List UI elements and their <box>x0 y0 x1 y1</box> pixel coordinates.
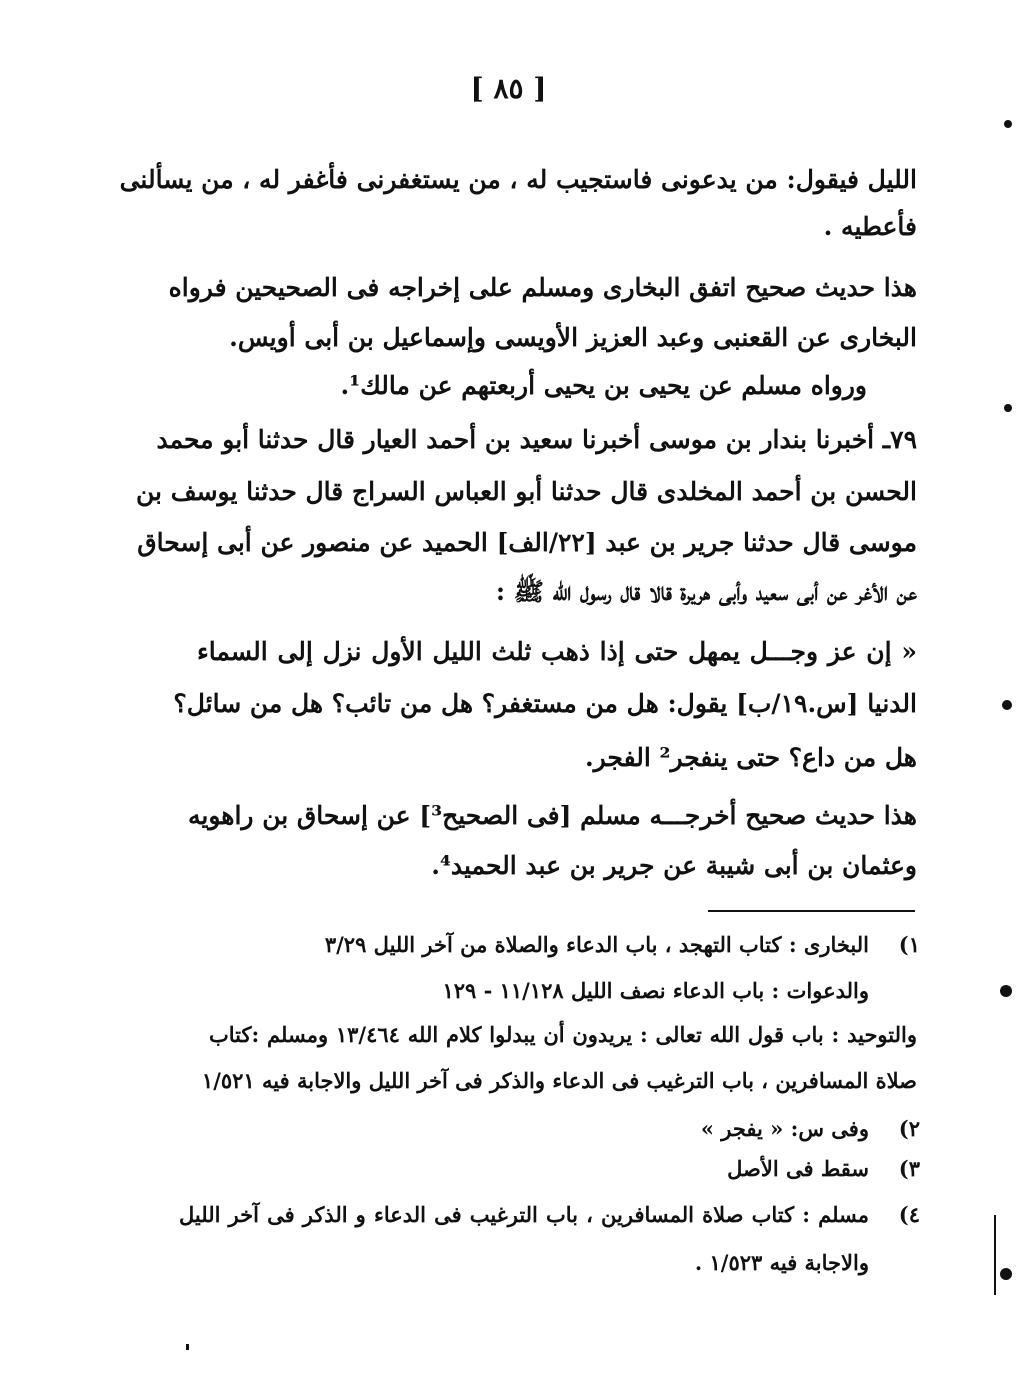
footnote-3-line-1: سقط فى الأصل <box>727 1156 869 1181</box>
body-line-6: ٧٩ـ أخبرنا بندار بن موسى أخبرنا سعيد بن أحمد العيار قال حدثنا أبو محمد <box>156 425 917 454</box>
footnote-1-line-4: صلاة المسافرين ، باب الترغيب فى الدعاء والذكر فى آخر الليل والاجابة فيه ١/٥٢١ <box>201 1068 917 1093</box>
footnote-2-line-1: وفى س: « يفجر » <box>700 1116 869 1141</box>
body-line-4: البخارى عن القعنبى وعبد العزيز الأويسى وإسماعيل بن أبى أويس. <box>229 323 917 352</box>
footnote-1-line-2: والدعوات : باب الدعاء نصف الليل ١١/١٢٨ - ١٢٩ <box>442 978 869 1003</box>
footnote-number-1: ١) <box>898 932 920 957</box>
footnote-number-4: ٤) <box>898 1202 920 1227</box>
scan-mark <box>1004 404 1012 412</box>
scan-mark <box>1004 120 1012 128</box>
scan-mark <box>1000 985 1012 997</box>
scan-mark <box>994 1215 996 1295</box>
body-line-11: الدنيا [س.١٩/ب] يقول: هل من مستغفر؟ هل من تائب؟ هل من سائل؟ <box>173 689 917 718</box>
footnote-1-line-3: والتوحيد : باب قول الله تعالى : يريدون أن يبدلوا كلام الله ١٣/٤٦٤ ومسلم :كتاب <box>209 1022 917 1047</box>
footnote-4-line-2: والاجابة فيه ١/٥٢٣ . <box>694 1250 869 1275</box>
body-line-2: فأعطيه . <box>823 212 917 241</box>
scan-mark <box>1000 1268 1012 1280</box>
footnote-4-line-1: مسلم : كتاب صلاة المسافرين ، باب الترغيب فى الدعاء و الذكر فى آخر الليل <box>179 1202 869 1227</box>
body-line-10: « إن عز وجـــل يمهل حتى إذا ذهب ثلث الليل الأول نزل إلى السماء <box>197 637 917 666</box>
body-line-1: الليل فيقول: من يدعونى فاستجيب له ، من يستغفرنى فأغفر له ، من يسألنى <box>119 165 917 194</box>
footnote-1-line-1: البخارى : كتاب التهجد ، باب الدعاء والصلاة من آخر الليل ٣/٢٩ <box>324 932 869 957</box>
body-line-7: الحسن بن أحمد المخلدى قال حدثنا أبو العباس السراج قال حدثنا يوسف بن <box>136 477 917 506</box>
page-number: [ ٨٥ ] <box>470 72 547 105</box>
footnote-number-3: ٣) <box>898 1156 920 1181</box>
body-line-9: عن الأغر عن أبى سعيد وأبى هريرة قالا قال رسول الله ﷺ : <box>495 577 917 606</box>
scan-mark <box>186 1344 189 1350</box>
body-line-13: هذا حديث صحيح أخرجـــه مسلم [فى الصحيح³] عن إسحاق بن راهويه <box>188 801 917 830</box>
footnote-number-2: ٢) <box>898 1116 920 1141</box>
body-line-8: موسى قال حدثنا جرير بن عبد [٢٢/الف] الحميد عن منصور عن أبى إسحاق <box>137 528 917 557</box>
body-line-14: وعثمان بن أبى شيبة عن جرير بن عبد الحميد⁴. <box>431 851 917 880</box>
body-line-3: هذا حديث صحيح اتفق البخارى ومسلم على إخراجه فى الصحيحين فرواه <box>168 273 917 302</box>
scan-mark <box>1002 700 1012 710</box>
body-line-12: هل من داع؟ حتى ينفجر² الفجر. <box>584 743 917 772</box>
footnote-separator <box>708 910 915 912</box>
body-line-5: ورواه مسلم عن يحيى بن يحيى أربعتهم عن مالك¹. <box>340 371 867 400</box>
